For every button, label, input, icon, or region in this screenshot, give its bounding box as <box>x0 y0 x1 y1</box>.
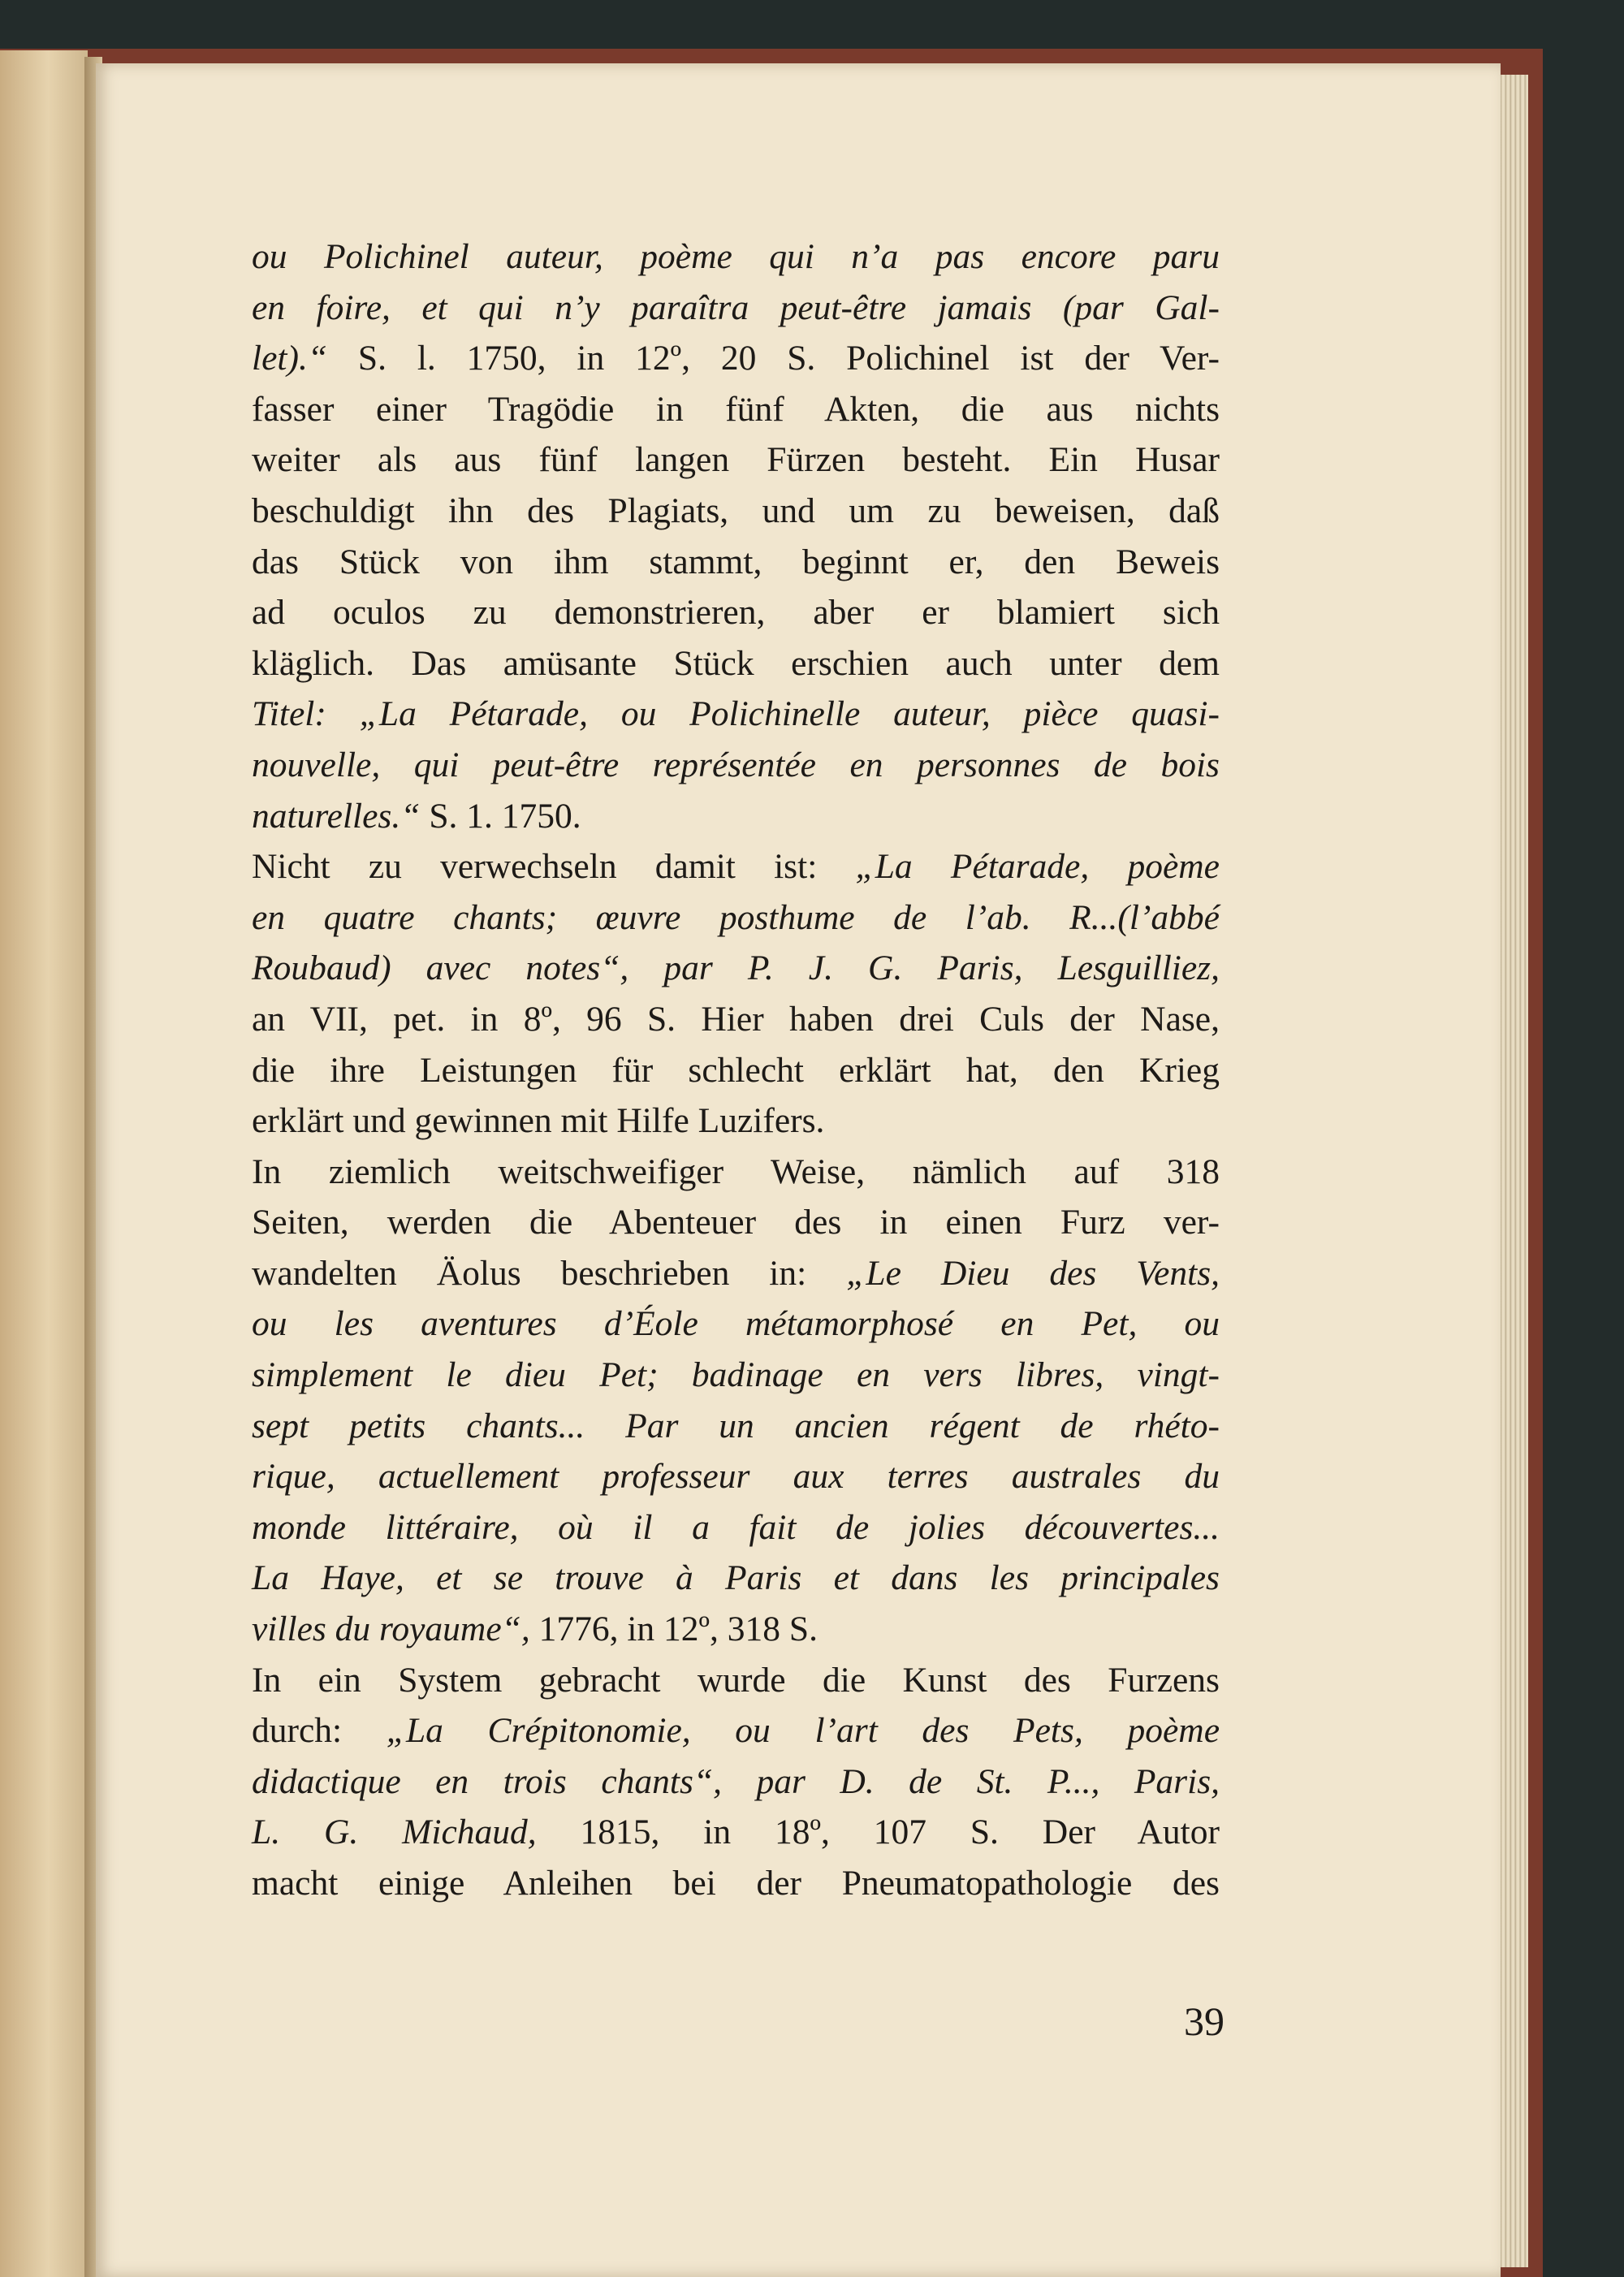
text-segment: die ihre Leistungen für schlecht erklärt hat, den Krieg <box>252 1050 1220 1090</box>
page-body-text <box>252 231 1220 1909</box>
text-segment: ad oculos zu demonstrieren, aber er blamiert sich <box>252 593 1220 633</box>
text-line <box>252 892 1220 944</box>
text-segment: das Stück von ihm stammt, beginnt er, den Beweis <box>252 542 1220 581</box>
text-line <box>252 1604 1220 1655</box>
text-segment: beschuldigt ihn des Plagiats, und um zu beweisen, daß <box>252 490 1220 530</box>
text-segment: S. 1. 1750. <box>420 796 581 836</box>
text-segment: an VII, pet. in 8º, 96 S. Hier haben drei Culs der Nase, <box>252 999 1220 1039</box>
text-segment: erklärt und gewinnen mit Hilfe Luzifers. <box>252 1101 825 1141</box>
italic-text-segment: didactique en trois chants“, par D. de St. P..., Paris, <box>252 1761 1220 1801</box>
text-line <box>252 486 1220 537</box>
text-segment: 1776, in 12º, 318 S. <box>529 1609 818 1649</box>
text-line <box>252 841 1220 892</box>
text-line <box>252 1502 1220 1553</box>
text-line <box>252 1858 1220 1909</box>
text-line <box>252 1197 1220 1248</box>
italic-text-segment: „La Pétarade, poème <box>855 847 1220 887</box>
text-segment: Seiten, werden die Abenteuer des in einen Furz ver- <box>252 1203 1220 1242</box>
text-segment: S. l. 1750, in 12º, 20 S. Polichinel ist der Ver- <box>327 339 1220 378</box>
text-line <box>252 740 1220 791</box>
text-segment: weiter als aus fünf langen Fürzen besteht. Ein Husar <box>252 440 1220 480</box>
text-line <box>252 1756 1220 1808</box>
italic-text-segment: „Le Dieu des Vents, <box>846 1253 1220 1293</box>
italic-text-segment: Roubaud) avec notes“, par P. J. G. Paris, Lesguilliez, <box>252 948 1220 988</box>
italic-text-segment: rique, actuellement professeur aux terres australes du <box>252 1457 1220 1497</box>
text-segment: kläglich. Das amüsante Stück erschien auch unter dem <box>252 643 1220 683</box>
text-line <box>252 943 1220 994</box>
italic-text-segment: monde littéraire, où il a fait de jolies découvertes... <box>252 1507 1220 1547</box>
italic-text-segment: ou les aventures d’Éole métamorphosé en Pet, ou <box>252 1304 1220 1344</box>
text-line <box>252 1451 1220 1502</box>
text-line <box>252 1045 1220 1096</box>
text-line <box>252 1298 1220 1350</box>
text-line <box>252 791 1220 842</box>
italic-text-segment: en foire, et qui n’y paraîtra peut-être jamais (par Gal- <box>252 287 1220 327</box>
italic-text-segment: simplement le dieu Pet; badinage en vers libres, vingt- <box>252 1355 1220 1395</box>
text-line <box>252 1248 1220 1299</box>
italic-text-segment: L. G. Michaud, <box>252 1813 537 1852</box>
text-segment: macht einige Anleihen bei der Pneumatopathologie des <box>252 1864 1220 1903</box>
text-line <box>252 283 1220 334</box>
italic-text-segment: La Haye, et se trouve à Paris et dans les principales <box>252 1558 1220 1598</box>
text-line <box>252 994 1220 1045</box>
italic-text-segment: villes du royaume“, <box>252 1609 530 1649</box>
text-line <box>252 1705 1220 1756</box>
text-line <box>252 384 1220 435</box>
italic-text-segment: sept petits chants... Par un ancien régent de rhéto- <box>252 1406 1220 1445</box>
text-line <box>252 1401 1220 1452</box>
text-line <box>252 537 1220 588</box>
text-segment: fasser einer Tragödie in fünf Akten, die aus nichts <box>252 389 1220 429</box>
text-line <box>252 1807 1220 1858</box>
text-line <box>252 333 1220 384</box>
italic-text-segment: nouvelle, qui peut-être représentée en personnes de bois <box>252 745 1220 784</box>
text-segment: durch: <box>252 1711 387 1751</box>
text-line <box>252 434 1220 486</box>
text-line <box>252 638 1220 689</box>
text-line <box>252 1553 1220 1604</box>
text-segment: In ziemlich weitschweifiger Weise, nämlich auf 318 <box>252 1151 1220 1191</box>
italic-text-segment: ou Polichinel auteur, poème qui n’a pas encore paru <box>252 237 1220 276</box>
text-line <box>252 1655 1220 1706</box>
italic-text-segment: naturelles.“ <box>252 796 421 836</box>
italic-text-segment: „La Crépitonomie, ou l’art des Pets, poème <box>386 1711 1220 1751</box>
italic-text-segment: Titel: „La Pétarade, ou Polichinelle auteur, pièce quasi- <box>252 694 1220 734</box>
left-page-edge <box>0 50 88 2277</box>
italic-text-segment: let).“ <box>252 339 328 378</box>
page-number: 39 <box>1184 1998 1224 2044</box>
text-line <box>252 1147 1220 1198</box>
text-line <box>252 689 1220 740</box>
text-line <box>252 1350 1220 1401</box>
text-segment: wandelten Äolus beschrieben in: <box>252 1253 847 1293</box>
text-line <box>252 231 1220 283</box>
text-segment: 1815, in 18º, 107 S. Der Autor <box>536 1813 1220 1852</box>
text-line <box>252 587 1220 638</box>
italic-text-segment: en quatre chants; œuvre posthume de l’ab. R...(l’abbé <box>252 897 1220 937</box>
text-segment: Nicht zu verwechseln damit ist: <box>252 847 856 887</box>
text-segment: In ein System gebracht wurde die Kunst des Furzens <box>252 1660 1220 1700</box>
text-line <box>252 1095 1220 1147</box>
